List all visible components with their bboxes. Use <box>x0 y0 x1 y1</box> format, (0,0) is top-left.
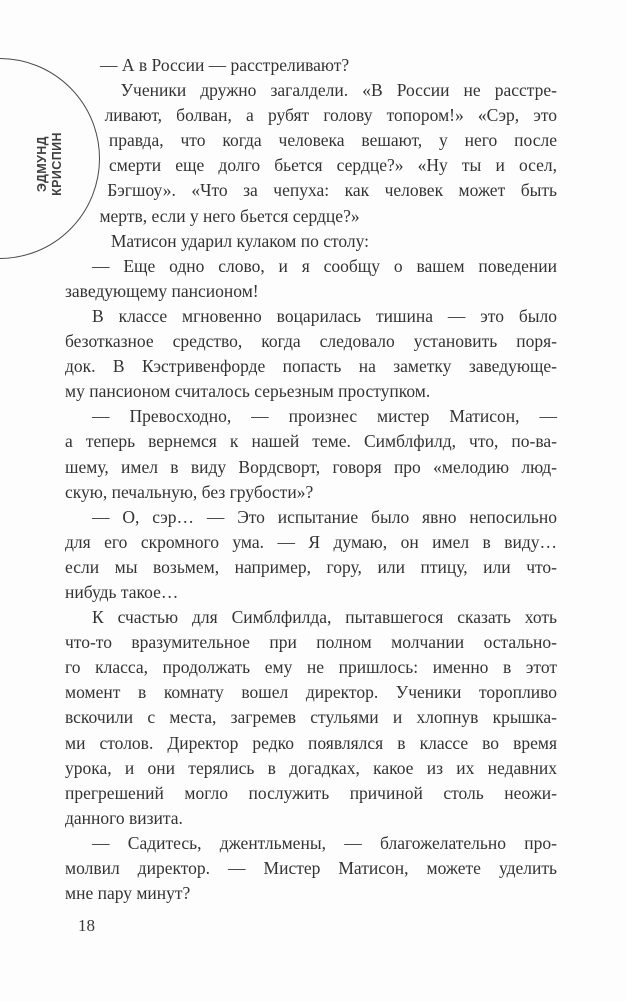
text-line: мне пару минут? <box>65 883 191 904</box>
text-line: что-то вразумительное при полном молчании остально- <box>65 632 557 653</box>
text-line: нибудь такое… <box>65 581 179 602</box>
text-line: правда, что когда человека вешают, у него после <box>108 130 557 151</box>
text-line: урока, и они терялись в догадках, какое из их недавних <box>65 757 557 778</box>
text-line: если мы возьмем, например, гору, или птицу, или что- <box>65 556 557 577</box>
text-line: мертв, если у него бьется сердце?» <box>99 205 360 226</box>
text-line: му пансионом считалось серьезным проступком. <box>65 381 431 402</box>
page-number: 18 <box>78 916 95 935</box>
paragraph <box>65 605 557 831</box>
paragraph <box>65 404 557 504</box>
page-text-column <box>65 53 557 906</box>
author-first-name: ЭДМУНД <box>35 136 49 193</box>
paragraph <box>65 254 557 304</box>
text-line: прегрешений могло послужить причиной столь неожи- <box>65 782 557 803</box>
text-line: В классе мгновенно воцарилась тишина — это было <box>92 305 557 326</box>
text-line: ливают, болван, а рубят голову топором!» «Сэр, это <box>104 105 557 126</box>
circle-text-wrap-shape <box>65 53 109 261</box>
text-line: док. В Кэстривенфорде попасть на заметку заведующе- <box>65 356 557 377</box>
text-line: шему, имел в виду Вордсворт, говоря про «мелодию люд- <box>65 456 557 477</box>
paragraph <box>65 229 557 254</box>
author-last-name: КРИСПИН <box>50 132 64 196</box>
text-line: К счастью для Симблфилда, пытавшегося сказать хоть <box>92 607 557 628</box>
text-line: Ученики дружно загалдели. «В России не расстре- <box>120 80 557 101</box>
text-line: — Превосходно, — произнес мистер Матисон, — <box>92 406 557 427</box>
text-line: заведующему пансионом! <box>65 280 259 301</box>
text-line: скую, печальную, без грубости»? <box>65 481 314 502</box>
text-line: Матисон ударил кулаком по столу: <box>110 230 370 251</box>
text-line: — Еще одно слово, и я сообщу о вашем поведении <box>92 255 557 276</box>
text-line: безотказное средство, когда следовало установить поря- <box>65 331 557 352</box>
text-line: — Садитесь, джентльмены, — благожелательно про- <box>92 832 557 853</box>
text-line: данного визита. <box>65 807 183 828</box>
text-line: вскочили с места, загремев стульями и хлопнув крышка- <box>65 707 557 728</box>
text-line: Бэгшоу». «Что за чепуха: как человек может быть <box>107 180 557 201</box>
paragraph <box>65 53 557 78</box>
text-line: — О, сэр… — Это испытание было явно непосильно <box>92 506 557 527</box>
author-spine-text <box>35 132 65 196</box>
paragraph <box>65 304 557 404</box>
paragraph <box>65 505 557 605</box>
text-line: молвил директор. — Мистер Матисон, можете уделить <box>65 858 557 878</box>
text-line: го класса, продолжать ему не пришлось: именно в этот <box>65 657 557 678</box>
text-line: смерти еще долго бьется сердце?» «Ну ты и осел, <box>109 155 557 176</box>
text-line: — А в России — расстреливают? <box>100 55 350 75</box>
text-line: а теперь вернемся к нашей теме. Симблфилд, что, по-ва- <box>65 431 557 452</box>
paragraph <box>65 831 557 906</box>
paragraph <box>65 78 557 229</box>
text-line: для его скромного ума. — Я думаю, он имел в виду… <box>65 531 557 552</box>
text-line: момент в комнату вошел директор. Ученики торопливо <box>65 682 557 703</box>
text-line: ми столов. Директор редко появлялся в классе во время <box>65 732 557 753</box>
